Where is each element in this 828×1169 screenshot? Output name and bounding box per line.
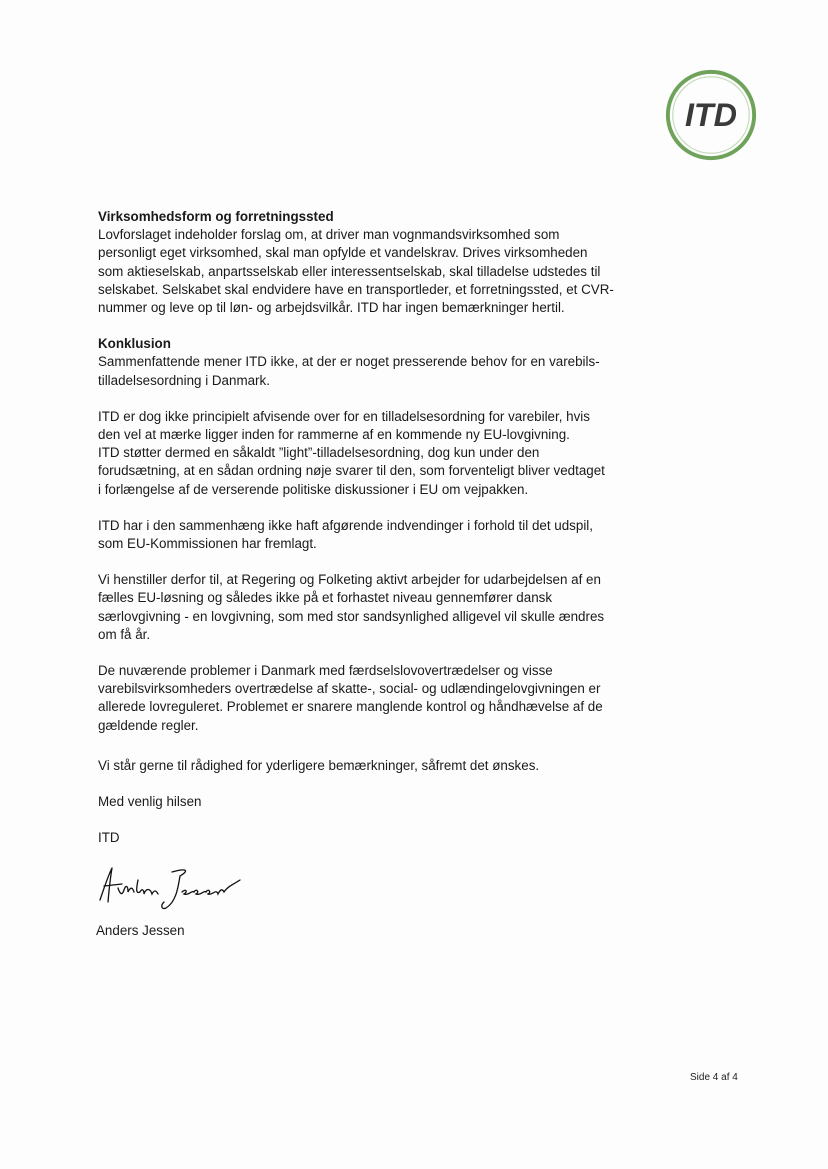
section-conclusion xyxy=(98,335,628,390)
body-line: Lovforslaget indeholder forslag om, at driver man vognmandsvirksomhed som xyxy=(98,227,560,243)
paragraph xyxy=(98,517,628,553)
organization-name: ITD xyxy=(98,830,120,846)
body-line: Sammenfattende mener ITD ikke, at der er noget presserende behov for en varebils- xyxy=(98,354,600,370)
section-business-form xyxy=(98,208,628,317)
body-line: ITD støtter dermed en såkaldt ”light”-tilladelsesordning, dog kun under den xyxy=(98,445,540,461)
paragraph xyxy=(98,571,628,644)
paragraph xyxy=(98,408,628,499)
body-line: som EU-Kommissionen har fremlagt. xyxy=(98,536,317,552)
paragraph xyxy=(98,662,628,735)
handwritten-signature xyxy=(94,862,254,912)
body-line: selskabet. Selskabet skal endvidere have en transportleder, et forretningssted, et CVR- xyxy=(98,281,614,297)
body-line: ITD er dog ikke principielt afvisende over for en tilladelsesordning for varebiler, hvis xyxy=(98,408,590,424)
signer-name: Anders Jessen xyxy=(96,923,185,938)
body-line: den vel at mærke ligger inden for rammerne af en kommende ny EU-lovgivning. xyxy=(98,427,570,443)
logo-text: ITD xyxy=(684,96,738,133)
body-line: forudsætning, at en sådan ordning nøje svarer til den, som forventeligt bliver vedtaget xyxy=(98,463,605,479)
body-line: ITD har i den sammenhæng ikke haft afgørende indvendinger i forhold til det udspil, xyxy=(98,517,593,533)
body-line: som aktieselskab, anpartsselskab eller interessentselskab, skal tilladelse udstedes til xyxy=(98,263,601,279)
body-line: De nuværende problemer i Danmark med færdselslovovertrædelser og visse xyxy=(98,663,553,679)
section-heading: Konklusion xyxy=(98,336,171,352)
section-heading: Virksomhedsform og forretningssted xyxy=(98,209,334,224)
closing-line: Vi står gerne til rådighed for yderligere bemærkninger, såfremt det ønskes. xyxy=(98,757,540,773)
greeting: Med venlig hilsen xyxy=(98,794,202,810)
body-line: særlovgivning - en lovgivning, som med stor sandsynlighed alligevel vil skulle ændres xyxy=(98,608,605,624)
body-line: fælles EU-løsning og således ikke på et forhastet niveau gennemfører dansk xyxy=(98,590,553,606)
itd-logo xyxy=(662,66,760,164)
body-line: i forlængelse af de verserende politiske diskussioner i EU om vejpakken. xyxy=(98,481,529,497)
body-line: Vi henstiller derfor til, at Regering og Folketing aktivt arbejder for udarbejdelsen af en xyxy=(98,572,601,588)
body-line: nummer og leve op til løn- og arbejdsvilkår. ITD har ingen bemærkninger hertil. xyxy=(98,300,565,316)
body-line: tilladelsesordning i Danmark. xyxy=(98,372,270,388)
letter-body xyxy=(98,208,628,847)
body-line: allerede lovreguleret. Problemet er snarere manglende kontrol og håndhævelse af de xyxy=(98,699,603,715)
body-line: personligt eget virksomhed, skal man opfylde et vandelskrav. Drives virksomheden xyxy=(98,245,588,261)
body-line: gældende regler. xyxy=(98,717,199,733)
page-number: Side 4 af 4 xyxy=(690,1072,738,1083)
body-line: om få år. xyxy=(98,626,151,642)
body-line: varebilsvirksomheders overtrædelse af skatte-, social- og udlændingelovgivningen er xyxy=(98,681,601,697)
